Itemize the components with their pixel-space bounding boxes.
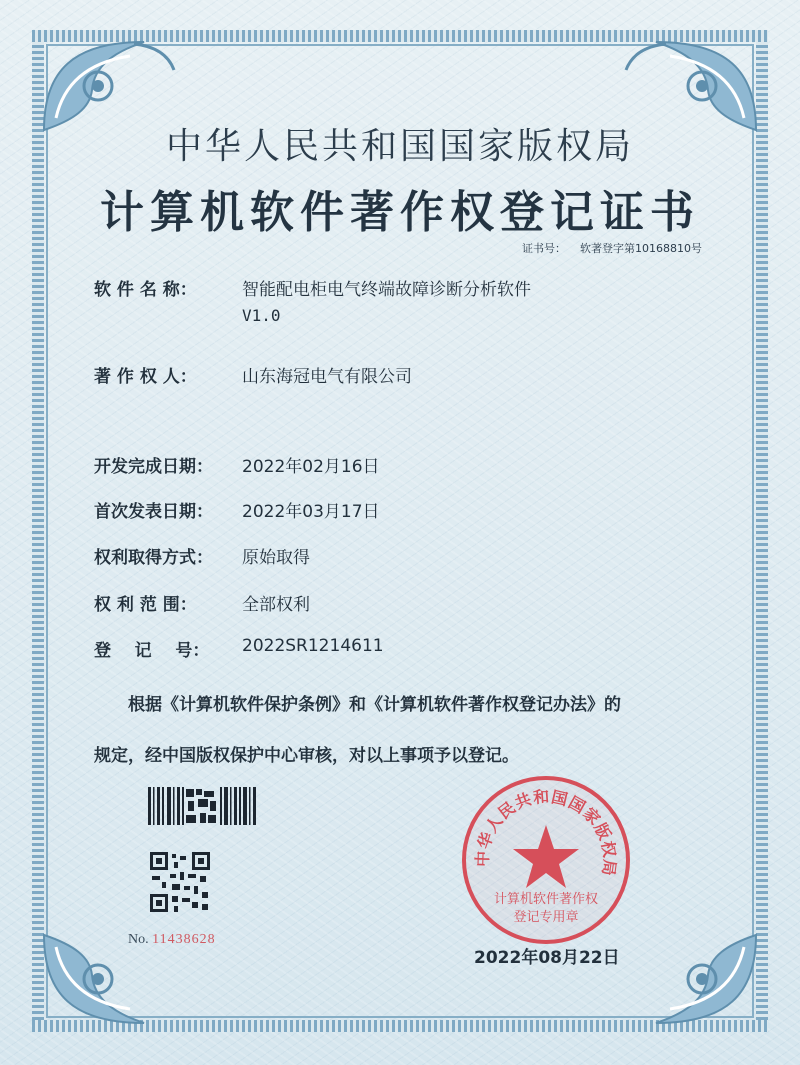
- field-label: 开发完成日期：: [94, 457, 213, 477]
- qr-code: [150, 852, 210, 912]
- corner-ornament-bottom-right: [616, 925, 766, 1035]
- field-value: 智能配电柜电气终端故障诊断分析软件: [242, 280, 531, 300]
- field-value: 2022年03月17日: [242, 502, 380, 522]
- certificate-number: [522, 240, 702, 256]
- serial-value: 11438628: [152, 932, 216, 947]
- seal-inner-line-1: 计算机软件著作权: [493, 892, 599, 907]
- field-publish-date: [94, 497, 380, 522]
- field-value: 全部权利: [242, 595, 310, 615]
- field-rights-scope: [94, 590, 310, 615]
- field-development-date: [94, 452, 380, 477]
- barcode: [148, 787, 260, 825]
- serial-number: [128, 932, 216, 948]
- field-acquisition-method: [94, 543, 310, 568]
- statement-line-2: 规定，经中国版权保护中心审核，对以上事项予以登记。: [94, 746, 519, 766]
- certificate-number-value: 软著登字第10168810号: [580, 242, 702, 255]
- field-value: 原始取得: [242, 548, 310, 568]
- field-value: 2022年02月16日: [242, 457, 380, 477]
- seal-inner-line-2: 登记专用章: [513, 910, 579, 925]
- field-copyright-owner: [94, 362, 412, 387]
- field-label: 著 作 权 人：: [94, 367, 197, 387]
- issue-date: 2022年08月22日: [474, 948, 620, 968]
- issuing-authority: 中华人民共和国国家版权局: [165, 126, 634, 167]
- field-label: 软 件 名 称：: [94, 280, 197, 300]
- field-label: 权利取得方式：: [94, 548, 213, 568]
- field-label: 权 利 范 围：: [94, 595, 197, 615]
- certificate-number-label: 证书号：: [522, 242, 566, 255]
- serial-prefix: No.: [128, 932, 149, 947]
- field-value: 2022SR1214611: [242, 636, 384, 656]
- field-value: 山东海冠电气有限公司: [242, 367, 412, 387]
- official-seal: [459, 773, 633, 947]
- seal-outer-text: 中华人民共和国国家版权局: [472, 786, 620, 878]
- statement-line-1: 根据《计算机软件保护条例》和《计算机软件著作权登记办法》的: [128, 695, 621, 715]
- field-value-version: V1.0: [242, 306, 281, 325]
- certificate-title: 计算机软件著作权登记证书: [100, 187, 700, 238]
- field-software-name: [94, 275, 531, 325]
- field-label: 登 记 号：: [94, 641, 210, 661]
- field-label: 首次发表日期：: [94, 502, 213, 522]
- field-registration-number: [94, 636, 384, 661]
